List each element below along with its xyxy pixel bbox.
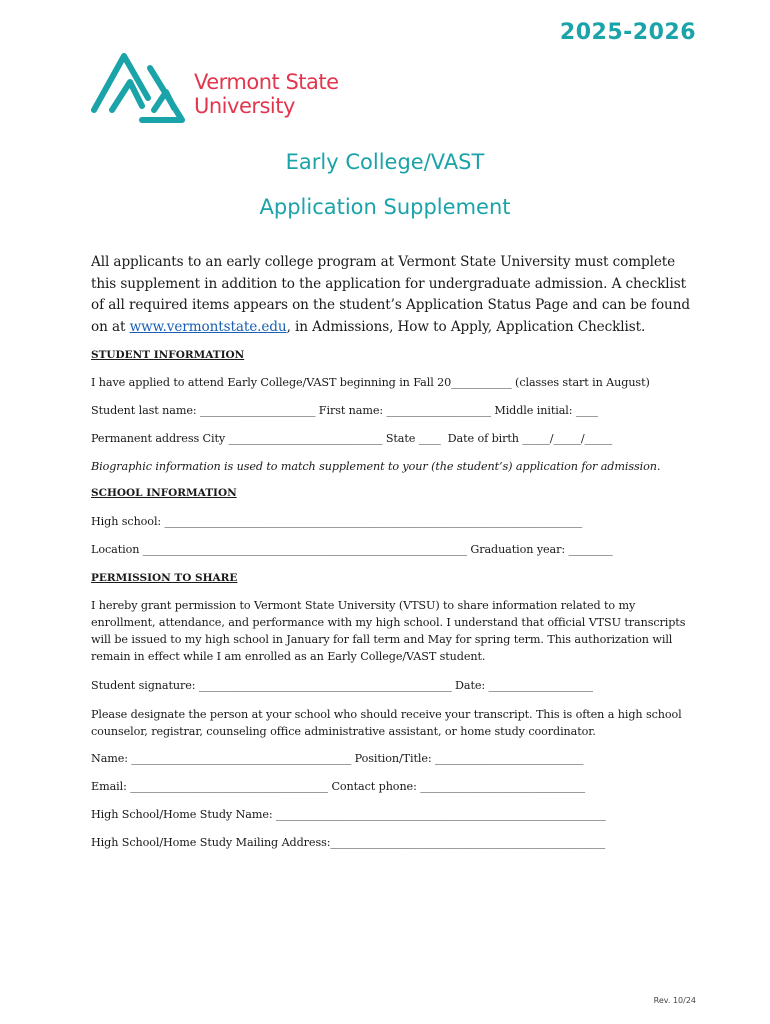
logo-wordmark	[194, 70, 339, 118]
hs-address-field[interactable]: High School/Home Study Mailing Address:__________________________________________________	[91, 836, 606, 849]
designate-paragraph: Please designate the person at your school who should receive your transcript. This is often a high school counselor, registrar, counseling office administrative assistant, or home study coordinator.	[91, 708, 682, 738]
contact-name-position-fields[interactable]: Name: ________________________________________ Position/Title: ___________________________	[91, 752, 584, 765]
student-info-heading: STUDENT INFORMATION	[91, 349, 245, 361]
signature-date-fields[interactable]: Student signature: ______________________________________________ Date: ___________________	[91, 679, 593, 692]
logo-line-2: University	[194, 94, 295, 118]
fall-term-field[interactable]: I have applied to attend Early College/VAST beginning in Fall 20___________ (classes start in August)	[91, 376, 650, 389]
year-label: 2025-2026	[559, 20, 696, 45]
address-dob-fields[interactable]: Permanent address City ____________________________ State ____ Date of birth _____/_____/_____	[91, 432, 613, 445]
hs-name-field[interactable]: High School/Home Study Name: ____________________________________________________________	[91, 808, 606, 821]
school-info-heading: SCHOOL INFORMATION	[91, 487, 237, 499]
intro-text-start: All applicants to an early college program at Vermont State University must complete this supplement in addition to the application for undergraduate admission. A checklist of all required items appears on the student’s Application Status Page and can be found on at	[91, 254, 690, 335]
biographic-note: Biographic information is used to match supplement to your (the student’s) application for admission.	[91, 460, 661, 473]
page-subtitle: Application Supplement	[259, 195, 511, 219]
location-graduation-fields[interactable]: Location ___________________________________________________________ Graduation year: ________	[91, 543, 613, 556]
intro-paragraph	[91, 252, 701, 338]
website-link[interactable]: www.vermontstate.edu	[129, 318, 287, 335]
university-logo	[90, 46, 350, 126]
intro-text-end: , in Admissions, How to Apply, Application Checklist.	[286, 318, 646, 335]
student-name-fields[interactable]: Student last name: _____________________ First name: ___________________ Middle initial: ____	[91, 404, 598, 417]
permission-heading: PERMISSION TO SHARE	[91, 572, 238, 584]
revision-label: Rev. 10/24	[653, 996, 696, 1005]
page-title: Early College/VAST	[285, 150, 485, 174]
high-school-field[interactable]: High school: ____________________________________________________________________________	[91, 515, 583, 528]
permission-paragraph: I hereby grant permission to Vermont State University (VTSU) to share information related to my enrollment, attendance, and performance with my high school. I understand that official VTSU transcripts will be issued to my high school in January for fall term and May for spring term. This authorization will remain in effect while I am enrolled as an Early College/VAST student.	[91, 599, 686, 663]
email-phone-fields[interactable]: Email: ____________________________________ Contact phone: ______________________________	[91, 780, 586, 793]
logo-line-1: Vermont State	[194, 70, 339, 94]
mountain-logo-icon	[90, 46, 190, 126]
